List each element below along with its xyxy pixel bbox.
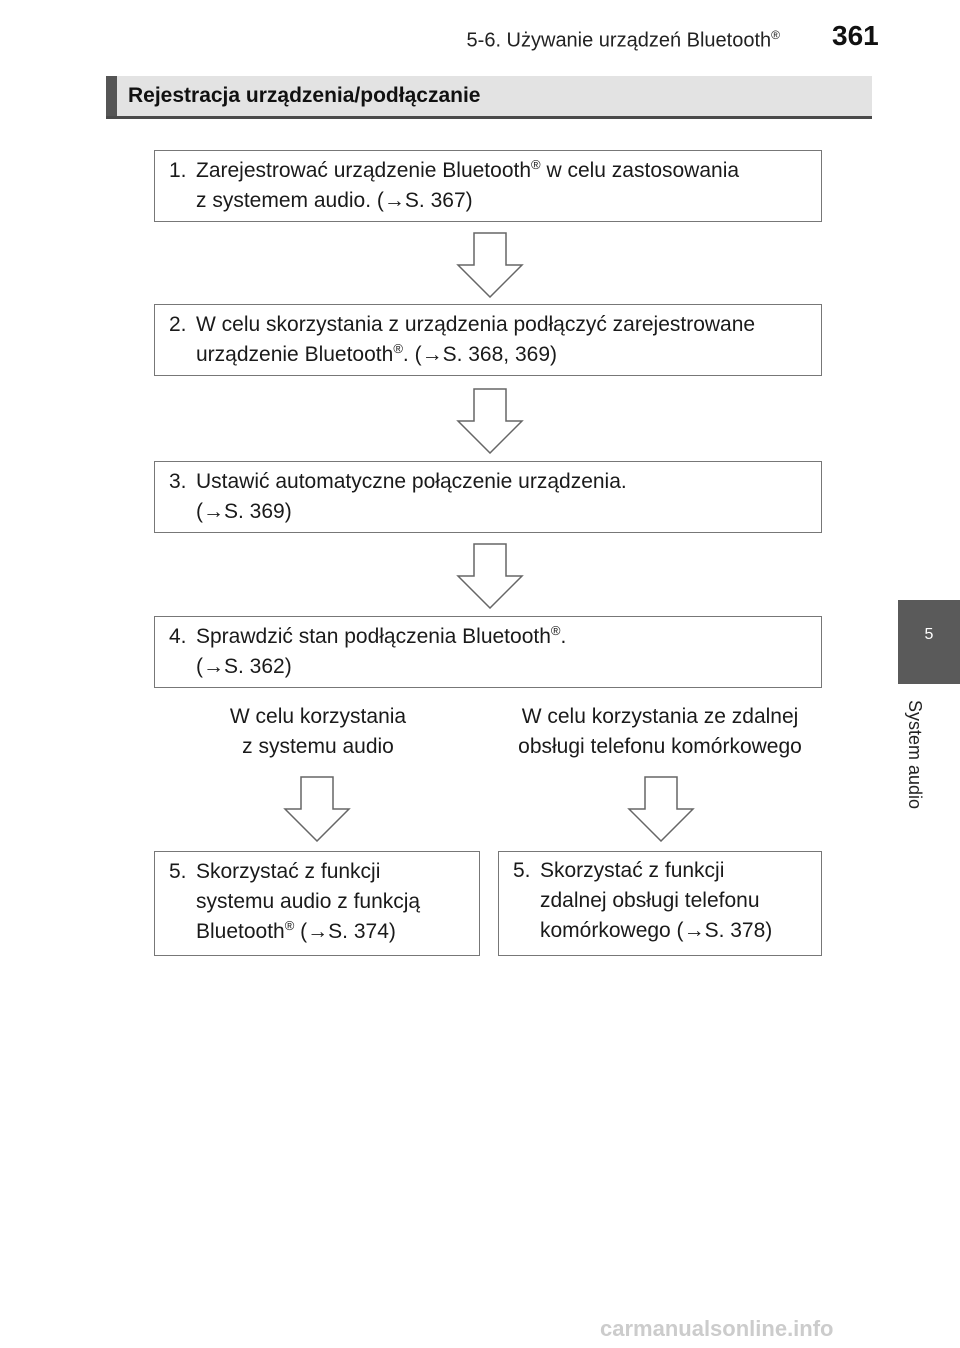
chapter-title: System audio bbox=[905, 700, 925, 810]
branch-label-line: W celu korzystania bbox=[229, 705, 407, 728]
branch-label-line: obsługi telefonu komórkowego bbox=[518, 735, 802, 758]
page-number: 361 bbox=[832, 20, 879, 51]
watermark-footer: carmanualsonline.info bbox=[600, 1316, 834, 1341]
section-title-bar bbox=[106, 76, 872, 119]
branch-label-line: W celu korzystania ze zdalnej bbox=[521, 705, 799, 728]
step-text-line: urządzenie Bluetooth bbox=[196, 343, 394, 366]
chapter-title-vertical bbox=[900, 700, 930, 860]
arrow-right-icon: → bbox=[203, 500, 224, 523]
step-number: 4. bbox=[169, 625, 187, 648]
page-reference-link[interactable]: S. 378) bbox=[704, 919, 773, 942]
step-text bbox=[196, 857, 471, 947]
registered-mark: ® bbox=[393, 341, 403, 356]
step-text bbox=[196, 310, 813, 370]
page-reference-link[interactable]: S. 367) bbox=[404, 189, 473, 212]
section-heading bbox=[440, 28, 780, 53]
step-text bbox=[196, 156, 813, 216]
step-number: 5. bbox=[169, 860, 187, 883]
arrow-right-icon: → bbox=[683, 919, 705, 942]
step-text-line: w celu zastosowania bbox=[540, 159, 740, 182]
step-text-line: . bbox=[560, 625, 567, 648]
step-text bbox=[196, 622, 813, 682]
step-text-line: Sprawdzić stan podłączenia Bluetooth bbox=[196, 625, 551, 648]
step-number: 2. bbox=[169, 313, 187, 336]
step-text-line: komórkowego ( bbox=[540, 919, 684, 942]
down-arrow-icon bbox=[283, 776, 351, 842]
registered-mark: ® bbox=[771, 28, 780, 42]
page-reference-link[interactable]: S. 374) bbox=[328, 920, 396, 943]
arrow-right-icon: → bbox=[307, 920, 329, 943]
arrow-right-icon: → bbox=[421, 343, 443, 366]
registered-mark: ® bbox=[531, 157, 541, 172]
arrow-right-icon: → bbox=[203, 655, 224, 678]
step-text-line: systemu audio z funkcją bbox=[196, 890, 421, 913]
branch-label-line: z systemu audio bbox=[242, 735, 394, 758]
down-arrow-icon bbox=[456, 543, 524, 609]
step-text-line: ( bbox=[196, 500, 203, 523]
page-reference-link[interactable]: S. 369) bbox=[224, 500, 292, 523]
step-5-audio-box bbox=[154, 851, 480, 956]
step-text-line: Ustawić automatyczne połączenie urządzenia. bbox=[196, 470, 627, 493]
step-number: 1. bbox=[169, 159, 187, 182]
step-4-box bbox=[154, 616, 822, 688]
step-text bbox=[540, 856, 813, 946]
step-text-line: . ( bbox=[402, 343, 422, 366]
title-accent bbox=[106, 76, 117, 116]
step-text-line: ( bbox=[294, 920, 308, 943]
step-number: 3. bbox=[169, 470, 187, 493]
step-text-line: Skorzystać z funkcji bbox=[196, 860, 381, 883]
step-text bbox=[196, 467, 813, 527]
step-2-box bbox=[154, 304, 822, 376]
down-arrow-icon bbox=[456, 388, 524, 454]
step-text-line: z systemem audio. ( bbox=[196, 189, 384, 212]
step-3-box bbox=[154, 461, 822, 533]
step-text-line: Skorzystać z funkcji bbox=[540, 859, 725, 882]
step-text-line: zdalnej obsługi telefonu bbox=[540, 889, 760, 912]
section-title: Rejestracja urządzenia/podłączanie bbox=[128, 84, 481, 107]
page-reference-link[interactable]: S. 362) bbox=[224, 655, 292, 678]
page-reference-link[interactable]: S. 368, 369) bbox=[442, 343, 557, 366]
step-5-phone-box bbox=[498, 851, 822, 956]
branch-label-audio bbox=[170, 702, 466, 762]
step-number: 5. bbox=[513, 859, 531, 882]
registered-mark: ® bbox=[550, 623, 561, 638]
step-text-line: W celu skorzystania z urządzenia podłączyć zarejestrowane bbox=[196, 313, 756, 336]
down-arrow-icon bbox=[627, 776, 695, 842]
step-text-line: Zarejestrować urządzenie Bluetooth bbox=[196, 159, 532, 182]
step-1-box bbox=[154, 150, 822, 222]
chapter-number: 5 bbox=[924, 626, 934, 643]
down-arrow-icon bbox=[456, 232, 524, 298]
chapter-tab bbox=[898, 600, 960, 684]
step-text-line: ( bbox=[196, 655, 203, 678]
registered-mark: ® bbox=[284, 918, 295, 933]
step-text-line: Bluetooth bbox=[196, 920, 285, 943]
section-heading-text: 5-6. Używanie urządzeń Bluetooth bbox=[466, 29, 772, 52]
arrow-right-icon: → bbox=[383, 189, 405, 212]
branch-label-phone bbox=[490, 702, 830, 762]
